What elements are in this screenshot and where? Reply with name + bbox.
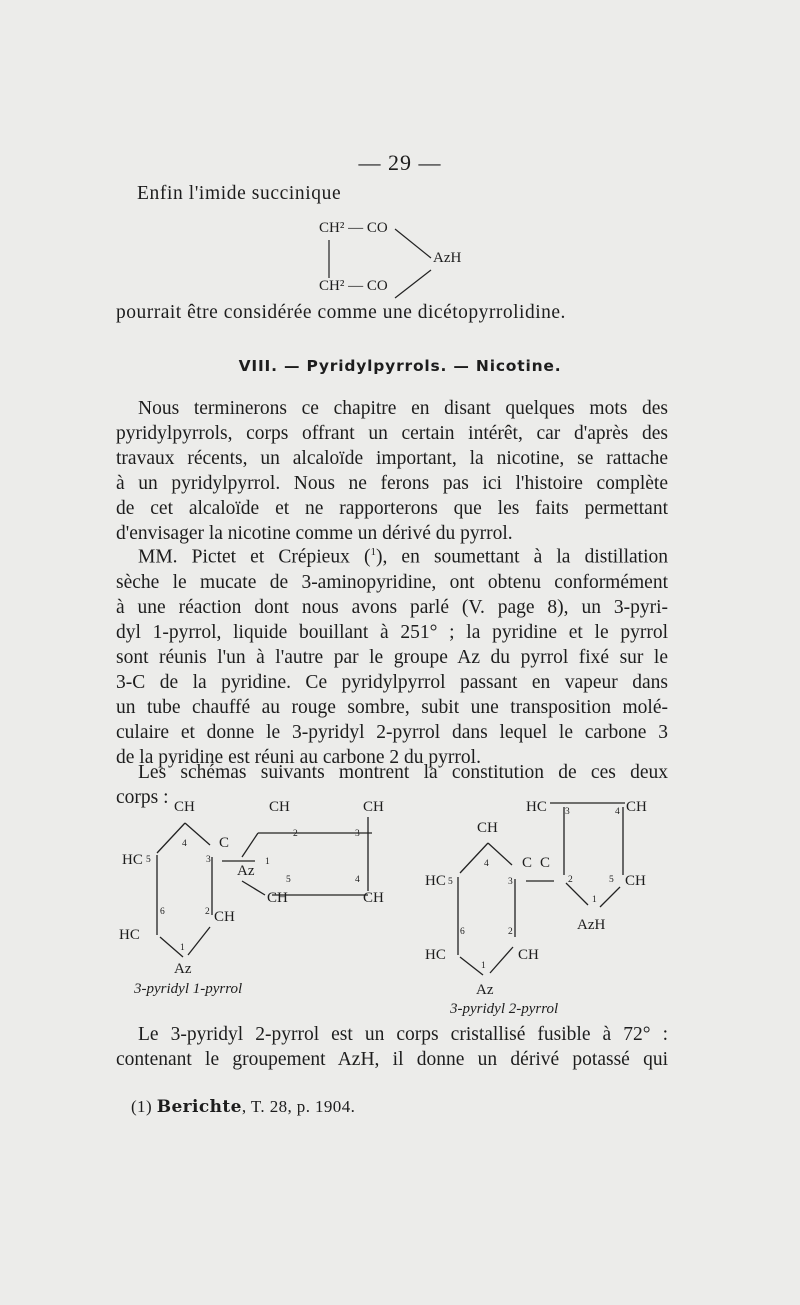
p1-line: à un pyridylpyrrol. Nous ne ferons pas ici l'histoire complète — [116, 473, 668, 494]
p2-line: culaire et donne le 3-pyridyl 2-pyrrol dans lequel le carbone 3 — [116, 721, 668, 743]
footnote-ref: 1 — [370, 546, 376, 558]
p2-line: à une réaction dont nous avons parlé (V. page 8), un 3-pyri- — [116, 596, 668, 618]
left-n3: 3 — [206, 855, 211, 865]
right-c2: C — [540, 855, 551, 871]
right-ch-top: CH — [626, 799, 647, 815]
p2-first-end: ), en soumettant à la distillation — [375, 546, 668, 568]
paragraph-1 — [116, 396, 668, 546]
right-n6: 6 — [460, 927, 465, 937]
left-n1: 1 — [180, 943, 185, 953]
p2-line: sont réunis l'un à l'autre par le groupe Az du pyrrol fixé sur le — [116, 646, 668, 668]
right-az: Az — [476, 982, 494, 998]
right-hc6: HC — [425, 947, 446, 963]
p2-line: 3-C de la pyridine. Ce pyridylpyrrol passant en vapeur dans — [116, 671, 668, 693]
footnote-source: Berichte — [156, 1097, 242, 1117]
right-n1b: 1 — [592, 895, 597, 905]
right-n2b: 2 — [508, 927, 513, 937]
left-n2: 2 — [205, 907, 210, 917]
left-p3: 3 — [355, 829, 360, 839]
page-number: — 29 — — [358, 150, 442, 175]
right-n3b: 3 — [508, 877, 513, 887]
paragraph-4 — [116, 1022, 668, 1072]
p2-first-line — [116, 540, 668, 570]
right-ch-r: CH — [625, 873, 646, 889]
right-n2: 2 — [568, 875, 573, 885]
pyridylpyrrol-diagrams — [110, 795, 690, 1020]
p3-line: corps : — [116, 787, 169, 808]
left-hc5: HC — [122, 852, 143, 868]
paragraph-2 — [116, 540, 668, 770]
p3-line: Les schémas suivants montrent la constitution de ces deux — [138, 762, 668, 783]
left-hc6: HC — [119, 927, 140, 943]
right-hc-top: HC — [526, 799, 547, 815]
left-ch-right: CH — [363, 799, 384, 815]
p4-line: Le 3-pyridyl 2-pyrrol est un corps cristallisé fusible à 72° : — [138, 1024, 668, 1045]
p1-line: de cet alcaloïde et ne rapporterons que les faits permettant — [116, 498, 668, 519]
left-p2: 2 — [293, 829, 298, 839]
footnote-rest: , T. 28, p. 1904. — [241, 1097, 356, 1116]
left-ch-b2: CH — [363, 890, 384, 906]
right-ch2: CH — [518, 947, 539, 963]
left-az-n: Az — [174, 961, 192, 977]
right-caption: 3-pyridyl 2-pyrrol — [450, 1001, 559, 1017]
p2-line: un tube chauffé au rouge sombre, subit une transposition molé- — [116, 696, 668, 718]
intro-text: Enfin l'imide succinique — [137, 183, 342, 204]
left-p4: 4 — [355, 875, 360, 885]
right-azh: AzH — [577, 917, 606, 933]
formula-right: AzH — [433, 250, 462, 266]
left-p1: 1 — [265, 857, 270, 867]
left-ch2: CH — [214, 909, 235, 925]
left-ch-mid: CH — [269, 799, 290, 815]
left-az-link: Az — [237, 863, 255, 879]
left-n4: 4 — [182, 839, 187, 849]
left-p5: 5 — [286, 875, 291, 885]
p2-first-start: MM. Pictet et Crépieux ( — [138, 546, 371, 568]
left-caption: 3-pyridyl 1-pyrrol — [134, 981, 243, 997]
right-n1: 1 — [481, 961, 486, 971]
p4-line: contenant le groupement AzH, il donne un dérivé potassé qui — [116, 1049, 668, 1070]
p2-line: sèche le mucate de 3-aminopyridine, ont obtenu conformément — [116, 571, 668, 593]
right-n5b: 5 — [609, 875, 614, 885]
p2-line: de la pyridine est réuni au carbone 2 du pyrrol. — [116, 746, 481, 768]
left-ch-b1: CH — [267, 890, 288, 906]
right-n4: 4 — [615, 807, 620, 817]
p1-line: pyridylpyrrols, corps offrant un certain intérêt, car d'après des — [116, 423, 668, 444]
formula-top: CH² — CO — [319, 220, 388, 236]
formula-bonds — [315, 220, 535, 310]
right-ch-pyr: CH — [477, 820, 498, 836]
right-c1: C — [522, 855, 533, 871]
section-heading: VIII. — Pyridylpyrrols. — Nicotine. — [238, 357, 562, 375]
left-ch-top: CH — [174, 799, 195, 815]
p1-line: travaux récents, un alcaloïde important, la nicotine, se rattache — [116, 448, 668, 469]
left-c: C — [219, 835, 230, 851]
right-hc5: HC — [425, 873, 446, 889]
succinimide-formula — [315, 220, 535, 310]
p2-line: dyl 1-pyrrol, liquide bouillant à 251° ; la pyridine et le pyrrol — [116, 621, 668, 643]
right-n3: 3 — [565, 807, 570, 817]
p1-line: d'envisager la nicotine comme un dérivé du pyrrol. — [116, 523, 513, 544]
left-n5: 5 — [146, 855, 151, 865]
right-n4b: 4 — [484, 859, 489, 869]
intro-conclusion: pourrait être considérée comme une dicétopyrrolidine. — [116, 302, 566, 323]
p1-line: Nous terminerons ce chapitre en disant quelques mots des — [138, 398, 668, 419]
footnote — [131, 1097, 355, 1117]
left-n6: 6 — [160, 907, 165, 917]
formula-bottom: CH² — CO — [319, 278, 388, 294]
right-n5: 5 — [448, 877, 453, 887]
footnote-mark: (1) — [131, 1097, 153, 1116]
